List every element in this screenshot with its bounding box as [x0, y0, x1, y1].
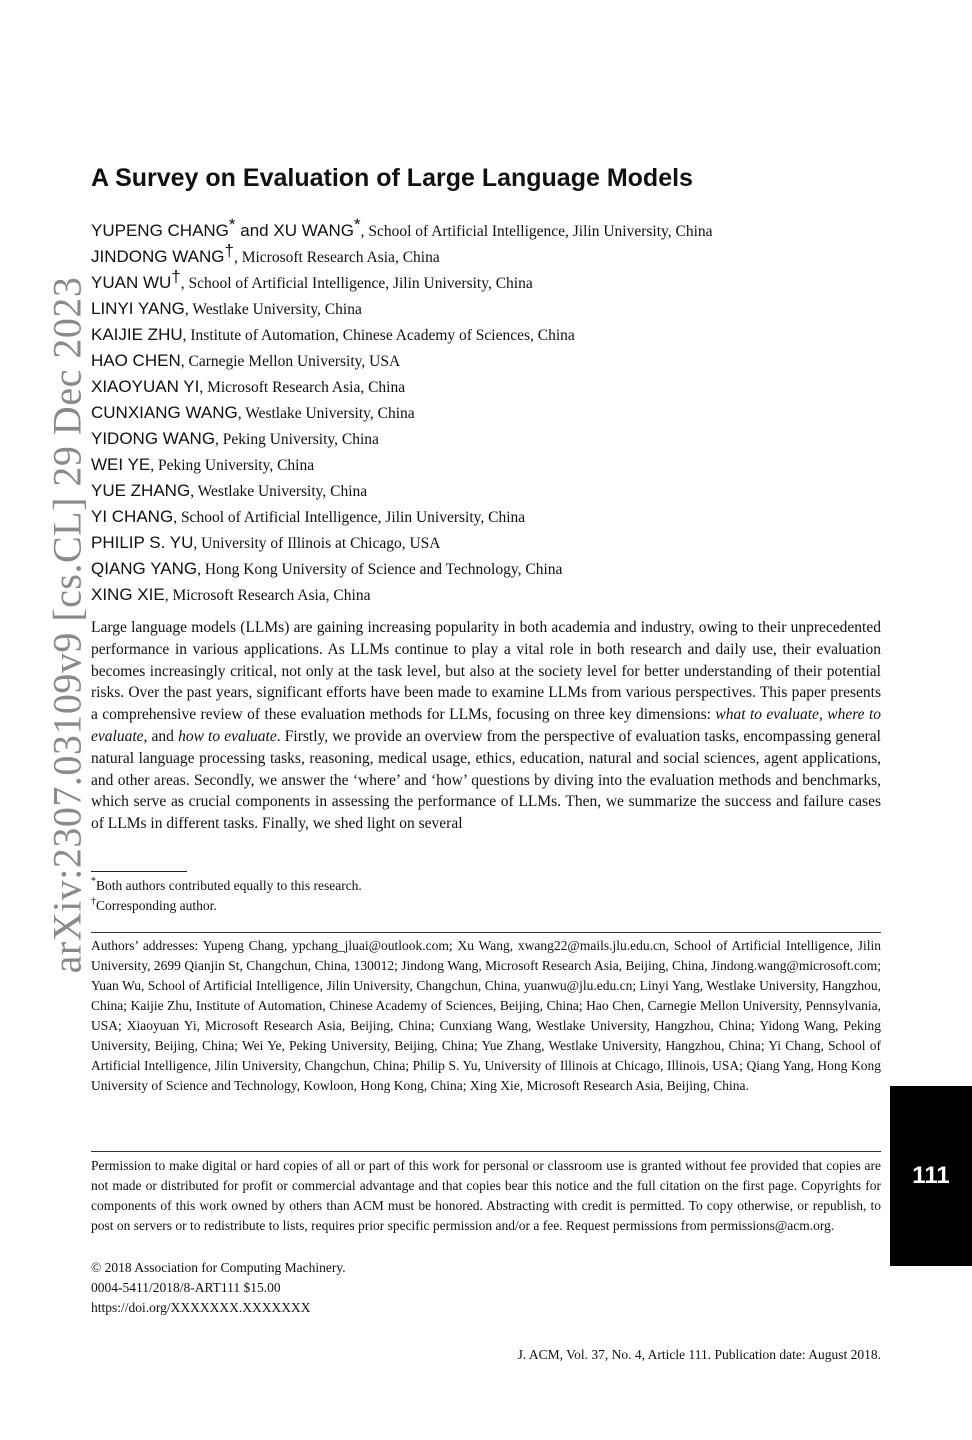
author-name: LINYI YANG	[91, 299, 185, 318]
author-affiliation: , School of Artificial Intelligence, Jilin University, China	[180, 275, 533, 292]
author-mark: †	[171, 267, 181, 286]
author-line	[91, 452, 891, 478]
abstract-emphasis: how to evaluate	[178, 727, 277, 745]
author-affiliation: , Carnegie Mellon University, USA	[180, 353, 401, 370]
author-affiliation: , Westlake University, China	[237, 405, 415, 422]
author-affiliation: , University of Illinois at Chicago, USA	[193, 535, 441, 552]
author-name: PHILIP S. YU	[91, 533, 194, 552]
author-affiliation: , Microsoft Research Asia, China	[199, 379, 406, 396]
author-name: YUAN WU	[91, 273, 172, 292]
author-name: XIAOYUAN YI	[91, 377, 200, 396]
abstract-emphasis: what to evaluate	[715, 706, 819, 724]
author-line	[91, 426, 891, 452]
footnote-divider	[91, 871, 187, 872]
author-list	[91, 215, 891, 608]
footnote	[91, 896, 362, 916]
abstract-text: . Firstly, we provide an overview from the perspective of evaluation tasks, encompassing general natural language processing tasks, reasoning, medical usage, ethics, education, natural and social sciences, agent applications, and other areas. Secondly, we answer the ‘where’ and ‘how’ questions by diving into the evaluation methods and benchmarks, which serve as crucial components in assessing the performance of LLMs. Then, we summarize the success and failure cases of LLMs in different tasks. Finally, we shed light on several	[91, 727, 881, 833]
author-name: WEI YE	[91, 455, 151, 474]
footnote-text: Both authors contributed equally to this research.	[96, 878, 362, 893]
footnote-mark: †	[91, 896, 96, 907]
copyright-line: © 2018 Association for Computing Machinery.	[91, 1260, 346, 1275]
author-addresses: Authors’ addresses: Yupeng Chang, ypchang_jluai@outlook.com; Xu Wang, xwang22@mails.jlu.edu.cn, School of Artificial Intelligence, Jilin University, 2699 Qianjin St, Changchun, China, 130012; Jindong Wang, Microsoft Research Asia, Beijing, China, Jindong.wang@microsoft.com; Yuan Wu, School of Artificial Intelligence, Jilin University, Changchun, China, yuanwu@jlu.edu.cn; Linyi Yang, Westlake University, Hangzhou, China; Kaijie Zhu, Institute of Automation, Chinese Academy of Sciences, Beijing, China; Hao Chen, Carnegie Mellon University, Pennsylvania, USA; Xiaoyuan Yi, Microsoft Research Asia, Beijing, China; Cunxiang Wang, Westlake University, Hangzhou, China; Yidong Wang, Peking University, Beijing, China; Wei Ye, Peking University, Beijing, China; Yue Zhang, Westlake University, Hangzhou, China; Yi Chang, School of Artificial Intelligence, Jilin University, Changchun, China; Philip S. Yu, University of Illinois at Chicago, Illinois, USA; Qiang Yang, Hong Kong University of Science and Technology, Kowloon, Hong Kong, China; Xing Xie, Microsoft Research Asia, Beijing, China.	[91, 938, 881, 1093]
publication-info	[91, 1258, 346, 1318]
address-divider	[91, 932, 881, 933]
author-line	[91, 478, 891, 504]
author-name: and XU WANG	[235, 221, 354, 240]
author-name: YIDONG WANG	[91, 429, 216, 448]
page-number: 111	[912, 1162, 950, 1189]
author-affiliation: , School of Artificial Intelligence, Jilin University, China	[360, 223, 713, 240]
author-name: JINDONG WANG	[91, 247, 225, 266]
author-affiliation: , Microsoft Research Asia, China	[233, 249, 440, 266]
author-affiliation: , Westlake University, China	[190, 483, 368, 500]
author-mark: *	[228, 215, 236, 234]
issn-line: 0004-5411/2018/8-ART111 $15.00	[91, 1280, 281, 1295]
abstract-text: , and	[143, 727, 179, 745]
abstract-emphasis: where to evaluate	[91, 706, 882, 745]
author-name: YUPENG CHANG	[91, 221, 229, 240]
author-line	[91, 267, 891, 296]
abstract-text: ,	[818, 706, 828, 724]
author-affiliation: , Institute of Automation, Chinese Academy of Sciences, China	[182, 327, 575, 344]
author-affiliation: , Peking University, China	[215, 431, 379, 448]
author-name: KAIJIE ZHU	[91, 325, 183, 344]
footnote-mark: *	[91, 876, 96, 887]
abstract	[91, 617, 881, 835]
author-name: QIANG YANG	[91, 559, 198, 578]
author-mark: †	[224, 241, 234, 260]
author-affiliation: , Microsoft Research Asia, China	[164, 587, 371, 604]
author-line	[91, 241, 891, 270]
author-name: CUNXIANG WANG	[91, 403, 238, 422]
doi-link[interactable]: https://doi.org/XXXXXXX.XXXXXXX	[91, 1300, 311, 1315]
author-mark: *	[353, 215, 361, 234]
footnotes	[91, 876, 362, 916]
footnote-text: Corresponding author.	[96, 898, 217, 913]
abstract-text: Large language models (LLMs) are gaining increasing popularity in both academia and industry, owing to their unprecedented performance in various applications. As LLMs continue to play a vital role in both research and daily use, their evaluation becomes increasingly critical, not only at the task level, but also at the society level for better understanding of their potential risks. Over the past years, significant efforts have been made to examine LLMs from various perspectives. This paper presents a comprehensive review of these evaluation methods for LLMs, focusing on three key dimensions:	[91, 619, 881, 724]
author-name: YI CHANG	[91, 507, 174, 526]
author-line	[91, 582, 891, 608]
arxiv-identifier-stamp: arXiv:2307.03109v9 [cs.CL] 29 Dec 2023	[44, 276, 90, 974]
author-name: XING XIE	[91, 585, 165, 604]
author-line	[91, 374, 891, 400]
author-line	[91, 400, 891, 426]
author-line	[91, 348, 891, 374]
author-affiliation: , Hong Kong University of Science and Technology, China	[197, 561, 563, 578]
author-line	[91, 556, 891, 582]
author-line	[91, 322, 891, 348]
author-name: HAO CHEN	[91, 351, 181, 370]
author-line	[91, 530, 891, 556]
permission-divider	[91, 1151, 881, 1152]
paper-title: A Survey on Evaluation of Large Language Models	[91, 164, 693, 192]
footnote	[91, 876, 362, 896]
journal-footer: J. ACM, Vol. 37, No. 4, Article 111. Publication date: August 2018.	[517, 1347, 881, 1362]
author-line	[91, 215, 891, 244]
author-line	[91, 504, 891, 530]
permission-notice: Permission to make digital or hard copies of all or part of this work for personal or classroom use is granted without fee provided that copies are not made or distributed for profit or commercial advantage and that copies bear this notice and the full citation on the first page. Copyrights for components of this work owned by others than ACM must be honored. Abstracting with credit is permitted. To copy otherwise, or republish, to post on servers or to redistribute to lists, requires prior specific permission and/or a fee. Request permissions from permissions@acm.org.	[91, 1158, 881, 1233]
author-affiliation: , School of Artificial Intelligence, Jilin University, China	[173, 509, 526, 526]
page-number-tab	[890, 1086, 972, 1266]
author-name: YUE ZHANG	[91, 481, 191, 500]
author-affiliation: , Westlake University, China	[184, 301, 362, 318]
author-affiliation: , Peking University, China	[150, 457, 315, 474]
author-line	[91, 296, 891, 322]
